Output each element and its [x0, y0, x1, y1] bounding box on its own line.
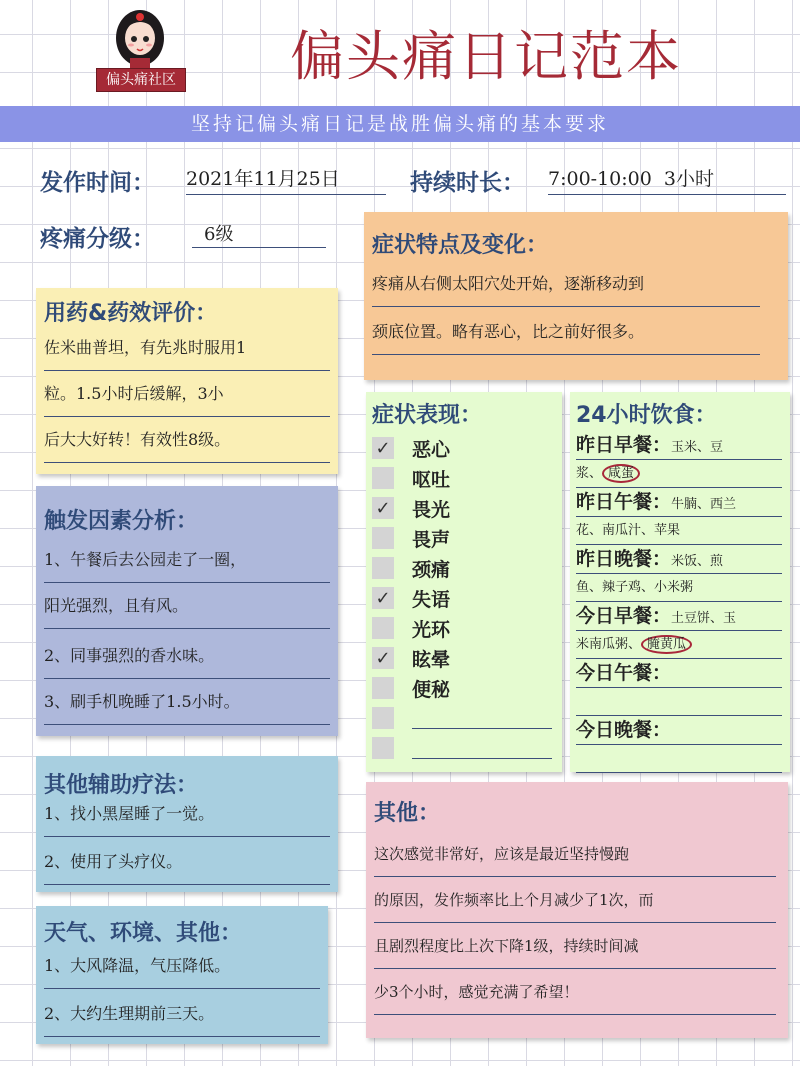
meal-value: 米饭、煎 — [671, 554, 724, 569]
meal-value: 浆、 — [576, 466, 603, 481]
symptom-label — [412, 708, 552, 729]
grade-value: 6级 — [192, 220, 326, 248]
triggers-line: 阳光强烈，且有风。 — [44, 584, 330, 629]
duration-value: 7:00-10:00 3小时 — [548, 164, 786, 195]
check-icon: ✓ — [375, 497, 391, 519]
symptom-item — [372, 464, 450, 492]
page-title: 偏头痛日记范本 — [290, 25, 682, 88]
onset-value: 2021年11月25日 — [186, 164, 386, 195]
meal-line — [576, 717, 782, 745]
meal-value: 鱼、辣子鸡、小米粥 — [576, 580, 694, 595]
meal-value: 米南瓜粥、 — [576, 637, 642, 652]
meal-line — [576, 660, 782, 688]
meal-value: 牛腩、西兰 — [671, 497, 737, 512]
other-line: 且剧烈程度比上次下降1级，持续时间减 — [374, 924, 776, 969]
meal-line — [576, 745, 782, 773]
checkbox[interactable] — [372, 497, 394, 519]
meal-line — [576, 574, 782, 602]
other-line: 这次感觉非常好，应该是最近坚持慢跑 — [374, 832, 776, 877]
other-title: 其他： — [374, 801, 441, 826]
meal-value: 土豆饼、玉 — [671, 611, 737, 626]
meal-line — [576, 603, 782, 631]
other-line: 的原因，发作频率比上个月减少了1次，而 — [374, 878, 776, 923]
symptom-label — [412, 738, 552, 759]
meal-line — [576, 631, 782, 659]
triggers-line: 3、刷手机晚睡了1.5小时。 — [44, 680, 330, 725]
symptom-item — [372, 554, 450, 582]
symptom-label: 眩晕 — [412, 648, 451, 671]
symptom-item — [372, 674, 450, 702]
meal-value: 花、南瓜汁、苹果 — [576, 523, 681, 538]
symptom-item — [372, 584, 450, 612]
checkbox[interactable] — [372, 737, 394, 759]
meal-label: 今日晚餐： — [576, 719, 672, 741]
symptom-label: 恶心 — [412, 438, 451, 461]
symptoms-title: 症状表现： — [372, 403, 483, 428]
meal-label: 今日早餐： — [576, 605, 672, 627]
symptom-label: 呕吐 — [412, 468, 451, 491]
banner: 坚持记偏头痛日记是战胜偏头痛的基本要求 — [0, 106, 800, 142]
weather-card — [36, 906, 328, 1044]
logo-label: 偏头痛社区 — [96, 68, 186, 92]
checkbox[interactable] — [372, 557, 394, 579]
meal-label: 今日午餐： — [576, 662, 672, 684]
checkbox[interactable] — [372, 647, 394, 669]
medication-title: 用药&药效评价： — [44, 301, 218, 326]
diet-title: 24小时饮食： — [576, 403, 717, 428]
therapy-line: 1、找小黑屋睡了一觉。 — [44, 792, 330, 837]
circled-food: 咸蛋 — [602, 464, 640, 483]
triggers-title: 触发因素分析： — [44, 509, 199, 534]
other-card — [366, 782, 788, 1038]
check-icon: ✓ — [375, 437, 391, 459]
meal-line — [576, 546, 782, 574]
other-line: 少3个小时，感觉充满了希望！ — [374, 970, 776, 1015]
checkbox[interactable] — [372, 467, 394, 489]
checkbox[interactable] — [372, 617, 394, 639]
symptom-label: 失语 — [412, 588, 451, 611]
weather-title: 天气、环境、其他： — [44, 921, 243, 946]
meal-line — [576, 688, 782, 716]
logo — [90, 8, 190, 90]
meal-line — [576, 432, 782, 460]
symptom-item — [372, 434, 450, 462]
meal-value: 玉米、豆 — [671, 440, 724, 455]
meal-label: 昨日早餐： — [576, 434, 672, 456]
grade-label: 疼痛分级： — [40, 226, 155, 252]
medication-card — [36, 288, 338, 474]
symptoms-card — [366, 392, 562, 772]
avatar-icon — [110, 8, 170, 70]
medication-line: 粒。1.5小时后缓解，3小 — [44, 372, 330, 417]
diet-card — [570, 392, 790, 772]
medication-line: 佐米曲普坦，有先兆时服用1 — [44, 326, 330, 371]
symptom-item — [372, 734, 552, 762]
symptom-traits-title: 症状特点及变化： — [372, 233, 549, 258]
triggers-line: 1、午餐后去公园走了一圈， — [44, 538, 330, 583]
checkbox[interactable] — [372, 707, 394, 729]
weather-line: 1、大风降温，气压降低。 — [44, 944, 320, 989]
check-icon: ✓ — [375, 647, 391, 669]
medication-line: 后大大好转！有效性8级。 — [44, 418, 330, 463]
symptom-label: 畏光 — [412, 498, 451, 521]
symptom-item — [372, 704, 552, 732]
symptom-traits-line: 颈底位置。略有恶心，比之前好很多。 — [372, 310, 760, 355]
symptom-item — [372, 494, 450, 522]
meal-line — [576, 517, 782, 545]
meal-label: 昨日午餐： — [576, 491, 672, 513]
symptom-label: 颈痛 — [412, 558, 451, 581]
symptom-item — [372, 644, 450, 672]
meal-label: 昨日晚餐： — [576, 548, 672, 570]
symptom-label: 便秘 — [412, 678, 451, 701]
therapy-line: 2、使用了头疗仪。 — [44, 840, 330, 885]
onset-label: 发作时间： — [40, 170, 155, 196]
symptom-item — [372, 614, 450, 642]
checkbox[interactable] — [372, 587, 394, 609]
symptom-traits-line: 疼痛从右侧太阳穴处开始，逐渐移动到 — [372, 262, 760, 307]
therapy-card — [36, 756, 338, 892]
checkbox[interactable] — [372, 527, 394, 549]
symptom-item — [372, 524, 450, 552]
symptom-traits-card — [364, 212, 788, 380]
checkbox[interactable] — [372, 677, 394, 699]
checkbox[interactable] — [372, 437, 394, 459]
symptom-label: 畏声 — [412, 528, 451, 551]
weather-line: 2、大约生理期前三天。 — [44, 992, 320, 1037]
triggers-line: 2、同事强烈的香水味。 — [44, 634, 330, 679]
meal-line — [576, 460, 782, 488]
triggers-card — [36, 486, 338, 736]
duration-label: 持续时长： — [410, 170, 525, 196]
therapy-title: 其他辅助疗法： — [44, 773, 199, 798]
symptom-label: 光环 — [412, 618, 451, 641]
meal-line — [576, 489, 782, 517]
circled-food: 腌黄瓜 — [641, 635, 692, 654]
check-icon: ✓ — [375, 587, 391, 609]
